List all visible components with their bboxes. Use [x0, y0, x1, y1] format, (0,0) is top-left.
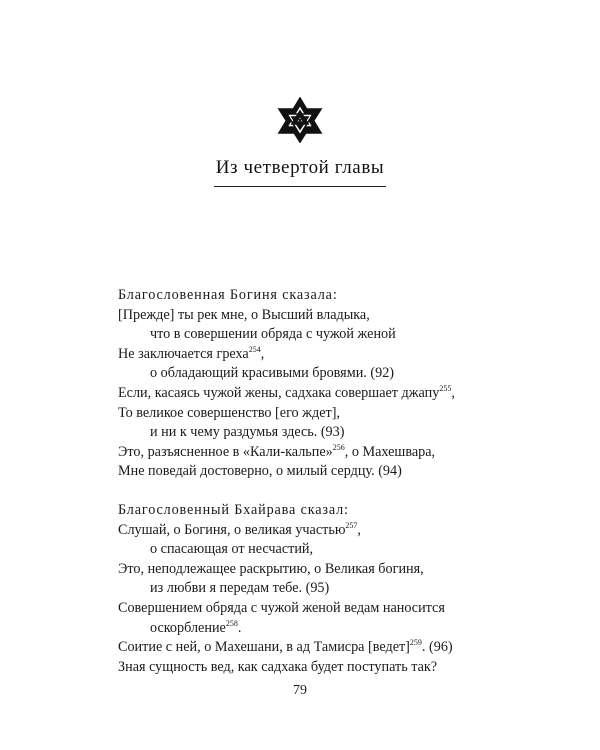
chapter-title: Из четвертой главы — [215, 157, 385, 178]
verse-line: Совершением обряда с чужой женой ведам наносится — [118, 599, 445, 616]
verse-line: что в совершении обряда с чужой женой — [150, 326, 396, 343]
verse-line: и ни к чему раздумья здесь. (93) — [150, 424, 345, 441]
verse-line — [118, 345, 518, 365]
verse-line — [118, 619, 518, 639]
verse-line: о обладающий красивыми бровями. (92) — [150, 365, 395, 382]
verse-line — [118, 384, 518, 404]
verse-text: . — [237, 619, 242, 636]
speaker-heading-bhairava: Благословенный Бхайрава сказал: — [118, 501, 349, 518]
verse-passage — [118, 286, 518, 677]
sri-yantra-ornament-icon — [277, 97, 323, 143]
verse-text: , — [357, 521, 361, 538]
footnote-ref: 257 — [345, 520, 358, 530]
speaker-heading-goddess: Благословенная Богиня сказала: — [118, 287, 338, 303]
footnote-ref: 254 — [248, 344, 261, 354]
footnote-ref: 259 — [409, 638, 422, 648]
verse-text: Если, касаясь чужой жены, садхака совершает джапу — [118, 384, 440, 401]
verse-text: , — [451, 384, 455, 401]
title-underline — [214, 186, 386, 187]
verse-text: , — [260, 345, 265, 362]
verse-line: То великое совершенство [его ждет], — [118, 404, 340, 421]
verse-text: , о Махешвара, — [344, 443, 436, 460]
footnote-ref: 256 — [332, 442, 345, 452]
verse-text: Соитие с ней, о Махешани, в ад Тамисра [ведет] — [118, 639, 410, 656]
verse-text: Не заключается греха — [118, 345, 249, 362]
verse-text: . (96) — [421, 639, 453, 656]
verse-text: Это, разъясненное в «Кали-кальпе» — [118, 443, 333, 460]
verse-line: [Прежде] ты рек мне, о Высший владыка, — [118, 306, 370, 323]
footnote-ref: 258 — [225, 618, 238, 628]
verse-line: из любви я передам тебе. (95) — [150, 580, 330, 597]
verse-line — [118, 521, 518, 541]
verse-line: Это, неподлежащее раскрытию, о Великая богиня, — [118, 560, 424, 577]
verse-line — [118, 443, 518, 463]
verse-text: Слушай, о Богиня, о великая участью — [118, 521, 346, 538]
verse-text: оскорбление — [150, 619, 226, 636]
verse-line: о спасающая от несчастий, — [150, 541, 314, 558]
verse-line: Зная сущность вед, как садхака будет поступать так? — [118, 658, 438, 675]
footnote-ref: 255 — [439, 383, 452, 393]
page-number: 79 — [293, 683, 307, 698]
verse-line: Мне поведай достоверно, о милый сердцу. (94) — [118, 463, 402, 480]
verse-line — [118, 638, 518, 658]
